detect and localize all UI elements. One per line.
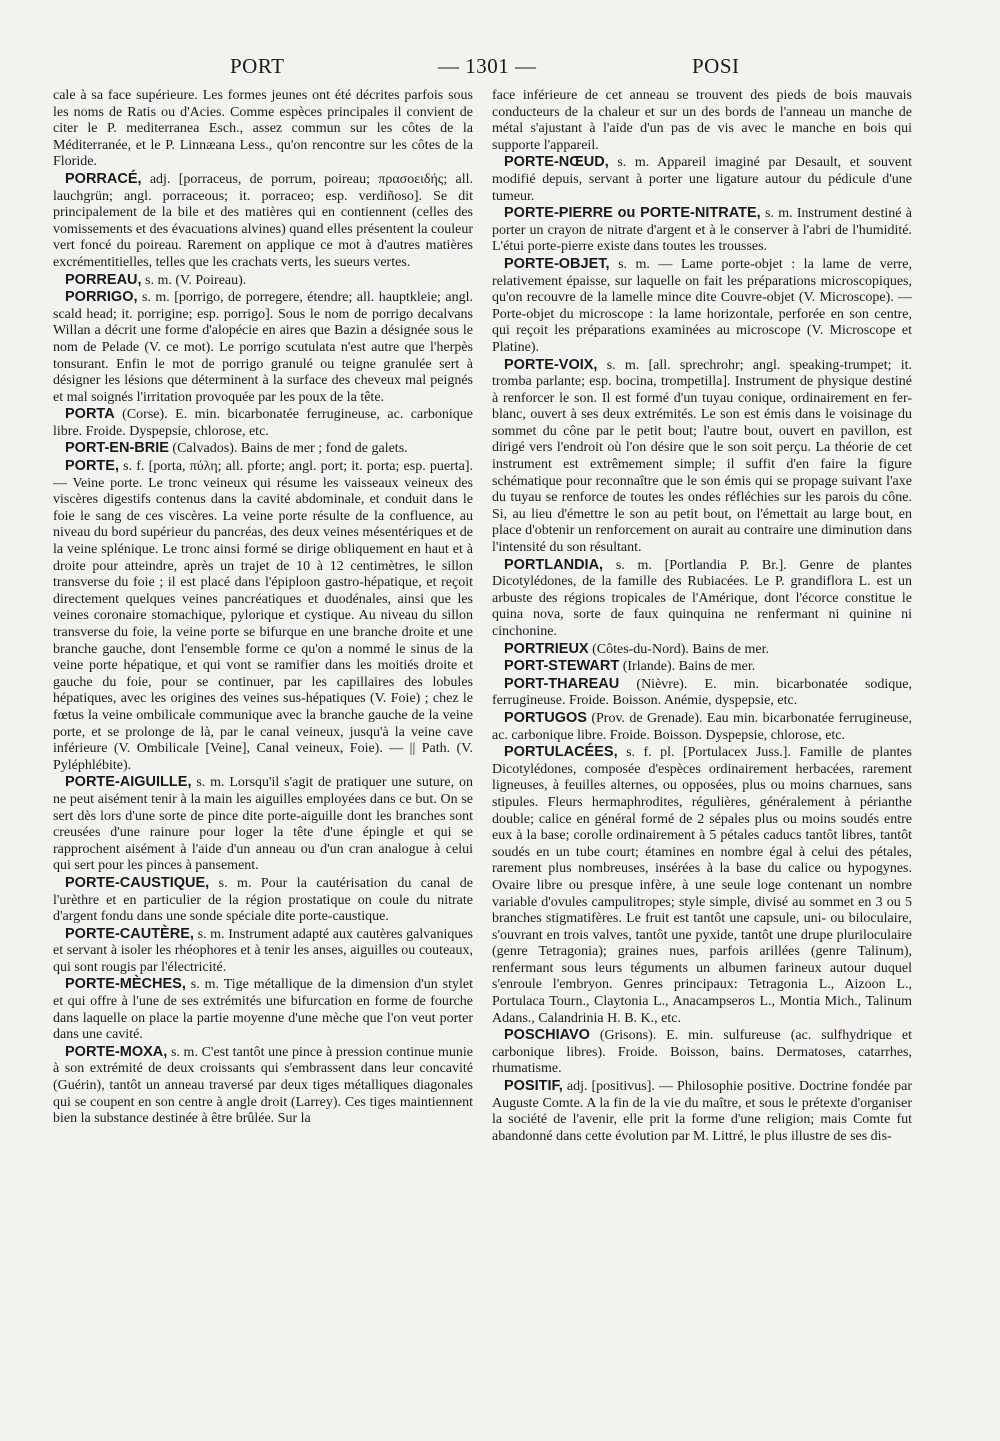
running-head-right: POSI (692, 54, 740, 78)
entry-headword: PORTE, (65, 458, 119, 475)
entry-text: (Côtes-du-Nord). Bains de mer. (592, 641, 770, 657)
dictionary-entry (53, 1044, 473, 1128)
entry-headword: PORTE-PIERRE ou PORTE-NITRATE, (504, 205, 761, 222)
entry-headword: PORRACÉ, (65, 170, 142, 187)
entry-text: face inférieure de cet anneau se trouvent des pieds de bois mauvais conducteurs de la chaleur et sur un des bords de l'anneau un manche de métal s'ajustant à l'aide d'un pas de vis avec le manche en bois qui supporte l'appareil. (492, 88, 912, 153)
entry-text: adj. [positivus]. — Philosophie positive. Doctrine fondée par Auguste Comte. A la fin de la vie du maître, et sous le prétexte d'organiser la société de l'avenir, elle prit la forme d'une religion; mais Comte fut abandonné dans cette évolution par M. Littré, le plus illustre de ses dis- (492, 1079, 912, 1144)
entry-headword: POSITIF, (504, 1078, 563, 1095)
entry-text: s. m. — Lame porte-objet : la lame de verre, relativement épaisse, sur laquelle on fait les préparations microscopiques, qu'on recouvre de la lamelle mince dite Couvre-objet (V. Microscope). — Porte-objet du microscope : la lame horizontale, perforée en son centre, qui reçoit les préparations examinées au microscope (V. Microscope et Platine). (492, 256, 912, 355)
dictionary-entry (492, 658, 912, 676)
dictionary-entry (53, 458, 473, 774)
entry-headword: PORTE-NŒUD, (504, 154, 609, 171)
dictionary-entry (492, 154, 912, 205)
entry-headword: PORTULACÉES, (504, 744, 618, 761)
entry-headword: PORTE-MÈCHES, (65, 976, 186, 993)
left-column (53, 88, 473, 1418)
entry-text: s. f. pl. [Portulacex Juss.]. Famille de plantes Dicotylédones, composée d'espèces ordinairement herbacées, rarement ligneuses, à feuilles alternes, ou opposées, plus ou moins charnues, sans stipules. Fleurs hermaphrodites, régulières, généralement à périanthe double; calice en général formé de 2 sépales plus ou moins soudés entre eux à la base; corolle ordinairement à 5 pétales caducs tantôt libres, tantôt soudés en un tube court; étamines en nombre égal à celui des pétales, rarement plus nombreuses, insérées à la base du calice ou hypogynes. Ovaire libre ou presque infère, à une seule loge contenant un nombre variable d'ovules campulitropes; style simple, divisé au sommet en 3 ou 5 branches stigmatifères. Le fruit est tantôt une capsule, uni- ou biloculaire, s'ouvrant en trois valves, tantôt une pyxide, tantôt une drupe pluriloculaire (genre Tetragonia); graines nues, parfois arillées (genre Talinum), renfermant sous leurs téguments un albumen farineux autour duquel s'enroule l'embryon. Genres principaux: Tetragonia L., Aizoon L., Portulaca Tourn., Claytonia L., Anacampseros L., Montia Mich., Talinum Adans., Calandrinia H. B. K., etc. (492, 745, 912, 1026)
entry-headword: PORTE-OBJET, (504, 255, 610, 272)
page-header (0, 54, 1000, 88)
dictionary-entry (492, 710, 912, 744)
entry-headword: PORTUGOS (504, 709, 587, 726)
entry-text: s. m. [porrigo, de porregere, étendre; all. hauptkleie; angl. scald head; it. porrigine; esp. porrigo]. Sous le nom de porrigo decalvans Willan a décrit une forme d'alopécie en aires que Bazin a désignée sous le nom de Pelade (V. ce mot). Le porrigo scutulata n'est autre que l'herpès tonsurant. Enfin le mot de porrigo granulé ou teigne granulée sert à désigner les lésions que déterminent à la surface des cheveux mal peignés et mal soignés l'irritation provoquée par les poux de la tête. (53, 290, 473, 405)
entry-continuation (492, 88, 912, 154)
dictionary-entry (492, 1027, 912, 1078)
entry-text: (Corse). E. min. bicarbonatée ferrugineuse, ac. carbonique libre. Froide. Dyspepsie, chlorose, etc. (53, 407, 473, 439)
dictionary-entry (53, 976, 473, 1043)
entry-text: s. m. Instrument destiné à porter un crayon de nitrate d'argent et à le conserver à l'abri de l'humidité. L'étui porte-pierre existe dans toutes les trousses. (492, 206, 912, 255)
entry-headword: PORT-EN-BRIE (65, 440, 169, 457)
entry-text: cale à sa face supérieure. Les formes jeunes ont été décrites parfois sous les noms de Ratis ou d'Acies. Comme espèces principales il convient de citer le P. mediterranea Esch., assez commun sur les côtes de la Méditerranée, et le P. Linnæana Less., qu'on rencontre sur les côtes de la Floride. (53, 88, 473, 170)
dictionary-entry (492, 557, 912, 641)
entry-text: s. m. Appareil imaginé par Desault, et souvent modifié depuis, servant à porter une ligature autour du pédicule d'une tumeur. (492, 155, 912, 204)
entry-text: (Irlande). Bains de mer. (622, 659, 756, 675)
entry-text: s. m. Lorsqu'il s'agit de pratiquer une suture, on ne peut aisément tenir à la main les aiguilles employées dans ce but. On se sert dès lors d'une sorte de pince dite porte-aiguille dont les branches sont creusées d'une rainure pour loger la tête d'une épingle et qui se rapprochent aisément à l'aide d'un anneau ou d'un cran analogue à celui qui sert pour les pinces à pansement. (53, 775, 473, 874)
entry-headword: PORTE-VOIX, (504, 356, 598, 373)
entry-headword: PORRIGO, (65, 289, 138, 306)
dictionary-entry (492, 744, 912, 1027)
entry-text: (Prov. de Grenade). Eau min. bicarbonatée ferrugineuse, ac. carbonique libre. Froide. Boisson. Dyspepsie, chlorose, etc. (492, 710, 912, 743)
entry-text: (Nièvre). E. min. bicarbonatée sodique, ferrugineuse. Froide. Boisson. Anémie, dyspepsie, etc. (492, 676, 912, 709)
entry-headword: PORTRIEUX (504, 640, 589, 657)
dictionary-entry (53, 926, 473, 977)
dictionary-entry (53, 440, 473, 458)
entry-headword: PORTLANDIA, (504, 556, 604, 573)
dictionary-entry (492, 676, 912, 710)
entry-headword: PORT-THAREAU (504, 675, 620, 692)
entry-headword: PORTE-MOXA, (65, 1043, 168, 1060)
entry-headword: PORT-STEWART (504, 658, 620, 675)
dictionary-entry (492, 357, 912, 557)
dictionary-entry (492, 205, 912, 256)
entry-text: (Grisons). E. min. sulfureuse (ac. sulfhydrique et carbonique libres). Froide. Boisson, bains. Dermatoses, catarrhes, rhumatisme. (492, 1028, 912, 1077)
entry-text: s. m. Pour la cautérisation du canal de l'urèthre et en particulier de la région prostatique on coule du nitrate d'argent fondu dans une sonde spéciale dite porte-caustique. (53, 875, 473, 925)
dictionary-entry (53, 774, 473, 875)
dictionary-entry (53, 171, 473, 272)
entry-text: s. m. Tige métallique de la dimension d'un stylet et qui offre à l'une de ses extrémités une bifurcation en forme de fourche dans laquelle on place la partie moyenne d'une mèche que l'on veut porter dans une cavité. (53, 977, 473, 1043)
entry-headword: PORREAU, (65, 271, 142, 288)
dictionary-entry (53, 875, 473, 926)
entry-text: s. m. [Portlandia P. Br.]. Genre de plantes Dicotylédones, de la famille des Rubiacées. Le P. grandiflora L. est un arbuste des régions tropicales de l'Amérique, dont l'écorce constitue le quina nova, sorte de faux quinquina ne renfermant ni quinine ni cinchonine. (492, 557, 912, 639)
dictionary-entry (53, 272, 473, 290)
dictionary-entry (53, 289, 473, 406)
entry-headword: PORTE-AIGUILLE, (65, 774, 192, 791)
right-column (492, 88, 912, 1418)
entry-continuation (53, 88, 473, 171)
entry-text: s. m. Instrument adapté aux cautères galvaniques et servant à isoler les rhéophores et à tenir les anses, aiguilles ou couteaux, qui sont rougis par l'électricité. (53, 926, 473, 975)
entry-headword: PORTA (65, 406, 115, 423)
dictionary-entry (492, 256, 912, 357)
entry-text: s. m. C'est tantôt une pince à pression continue munie à son extrémité de deux croissants qui s'embrassent dans leur concavité (Guérin), tantôt un anneau traversé par deux tiges métalliques diagonales qui se coupent en son centre à angle droit (Larrey). Ces tiges maintiennent bien la substance destinée à être brûlée. Sur la (53, 1044, 473, 1127)
entry-headword: POSCHIAVO (504, 1027, 590, 1044)
entry-text: s. m. [all. sprechrohr; angl. speaking-trumpet; it. tromba parlante; esp. bocina, trompetilla]. Instrument de physique destiné à renforcer le son. Il est formé d'un tuyau conique, ordinairement en fer-blanc, ouvert à ses deux extrémités. Le son est émis dans le voisinage du sommet du cône par le petit bout; l'autre bout, ouvert en pavillon, est dirigé vers l'endroit où l'on désire que le son soit perçu. La théorie de cet instrument est extrêmement simple; il suffit d'en faire la figure schématique pour reconnaître que le son émis qui se propage suivant l'axe du tuyau se renforce de toutes les ondes réfléchies sur les parois du cône. Si, au lieu d'émettre le son au petit bout, on l'émettait au large bout, en place d'obtenir un renforcement on aurait au contraire une diminution dans l'intensité du son résultant. (492, 357, 912, 556)
page-number: — 1301 — (438, 54, 537, 78)
entry-headword: PORTE-CAUTÈRE, (65, 925, 194, 942)
entry-text: s. f. [porta, πύλη; all. pforte; angl. port; it. porta; esp. puerta]. — Veine porte. Le tronc veineux qui résume les vaisseaux veineux des viscères digestifs contenus dans la cavité abdominale, et conduit dans le foie le sang de ces viscères. La veine porte résulte de la confluence, au niveau du bord supérieur du pancréas, des deux veines mésentériques et de la veine splénique. Le tronc ainsi formé se dirige obliquement en haut et à droite pour atteindre, après un trajet de 10 à 12 centimètres, le sillon transverse du foie ; il est placé dans l'épiploon gastro-hépatique, et reçoit directement quelques veines pancréatiques et duodénales, ainsi que les veines coronaire stomachique, pylorique et cystique. Au niveau du sillon transverse du foie, la veine porte se bifurque en une branche droite et une branche gauche, dont l'ensemble forme ce qu'on a nommé le sinus de la veine porte hépatique, et qui vont se ramifier dans les moitiés droite et gauche du foie, pour se continuer, par les capillaires des lobules hépatiques, avec les origines des veines sus-hépatiques (V. Foie) ; chez le fœtus la veine ombilicale communique avec la branche gauche de la veine porte, et se prolonge de là, par le canal veineux, jusqu'à la veine cave inférieure (V. Ombilicale [Veine], Canal veineux, Foie). — || Path. (V. Pyléphlébite). (53, 459, 473, 773)
running-head-left: PORT (230, 54, 285, 78)
dictionary-entry (53, 406, 473, 440)
entry-text: s. m. (V. Poireau). (145, 272, 247, 288)
dictionary-entry (492, 641, 912, 659)
dictionary-entry (492, 1078, 912, 1145)
entry-headword: PORTE-CAUSTIQUE, (65, 874, 210, 891)
entry-text: (Calvados). Bains de mer ; fond de galets. (172, 441, 408, 457)
entry-text: adj. [porraceus, de porrum, poireau; πρασοειδής; all. lauchgrün; angl. porraceous; it. porraceo; esp. verdiñoso]. Se dit principalement de la bile et des matières qui en contiennent (celles des vomissements et des évacuations alvines) quand elles présentent la couleur vert foncé du poireau. Rarement on applique ce mot à d'autres matières excrémentitielles, telles que les crachats verts, les sueurs vertes. (53, 171, 473, 270)
